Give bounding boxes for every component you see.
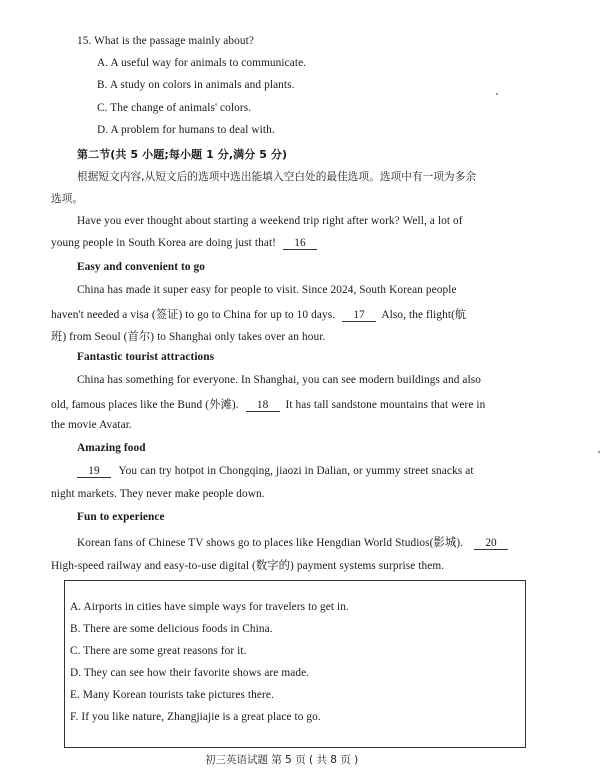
subheading-food: Amazing food bbox=[77, 442, 146, 454]
choice-a: A. Airports in cities have simple ways for travelers to get in. bbox=[70, 601, 349, 613]
blank-19[interactable]: 19 bbox=[77, 465, 111, 478]
section-instruction-line1: 根据短文内容,从短文后的选项中选出能填入空白处的最佳选项。选项中有一项为多余 bbox=[77, 171, 477, 183]
page-footer: 初三英语试题 第 5 页 ( 共 8 页 ) bbox=[205, 754, 359, 766]
p4-line1-text: Korean fans of Chinese TV shows go to places like Hengdian World Studios(影城). bbox=[77, 537, 464, 549]
p2-line3: the movie Avatar. bbox=[51, 419, 132, 431]
p3-line1 bbox=[77, 465, 474, 478]
p4-line2: High-speed railway and easy-to-use digital (数字的) payment systems surprise them. bbox=[51, 560, 445, 572]
p2-line1: China has something for everyone. In Shanghai, you can see modern buildings and also bbox=[77, 374, 482, 386]
blank-16[interactable]: 16 bbox=[283, 237, 317, 250]
scan-speck bbox=[598, 451, 600, 453]
section-instruction-line2: 选项。 bbox=[51, 193, 84, 205]
blank-18[interactable]: 18 bbox=[246, 399, 280, 412]
question-15-option-a: A. A useful way for animals to communicate. bbox=[97, 57, 307, 69]
p3-line2: night markets. They never make people down. bbox=[51, 488, 265, 500]
p2-line2-text-a: old, famous places like the Bund (外滩). bbox=[51, 399, 239, 411]
section-heading: 第二节(共 5 小题;每小题 1 分,满分 5 分) bbox=[77, 148, 288, 161]
question-15-option-d: D. A problem for humans to deal with. bbox=[97, 124, 275, 136]
choice-c: C. There are some great reasons for it. bbox=[70, 645, 247, 657]
blank-20[interactable]: 20 bbox=[474, 537, 508, 550]
p1-line2-text-a: haven't needed a visa (签证) to go to China for up to 10 days. bbox=[51, 309, 336, 321]
blank-17[interactable]: 17 bbox=[342, 309, 376, 322]
p1-line2 bbox=[51, 306, 466, 322]
choice-b: B. There are some delicious foods in China. bbox=[70, 623, 273, 635]
question-15-option-c: C. The change of animals' colors. bbox=[97, 102, 252, 114]
choice-f: F. If you like nature, Zhangjiajie is a great place to go. bbox=[70, 711, 321, 723]
intro-line2 bbox=[51, 237, 317, 250]
subheading-fun: Fun to experience bbox=[77, 511, 165, 523]
choice-e: E. Many Korean tourists take pictures there. bbox=[70, 689, 274, 701]
subheading-easy: Easy and convenient to go bbox=[77, 261, 206, 273]
p2-line2-text-b: It has tall sandstone mountains that were in bbox=[285, 399, 486, 411]
subheading-attractions: Fantastic tourist attractions bbox=[77, 351, 215, 363]
choice-d: D. They can see how their favorite shows are made. bbox=[70, 667, 310, 679]
p4-line1 bbox=[77, 534, 508, 550]
p1-line3: 班) from Seoul (首尔) to Shanghai only takes over an hour. bbox=[51, 331, 326, 343]
intro-line1: Have you ever thought about starting a weekend trip right after work? Well, a lot of bbox=[77, 215, 463, 227]
p3-line1-text: You can try hotpot in Chongqing, jiaozi in Dalian, or yummy street snacks at bbox=[118, 465, 474, 477]
p2-line2 bbox=[51, 396, 485, 412]
p1-line2-text-b: Also, the flight(航 bbox=[381, 309, 467, 321]
p1-line1: China has made it super easy for people to visit. Since 2024, South Korean people bbox=[77, 284, 457, 296]
question-15-stem: 15. What is the passage mainly about? bbox=[77, 35, 254, 47]
question-15-option-b: B. A study on colors in animals and plants. bbox=[97, 79, 295, 91]
scan-speck bbox=[496, 93, 498, 95]
intro-line2-text: young people in South Korea are doing just that! bbox=[51, 237, 277, 249]
